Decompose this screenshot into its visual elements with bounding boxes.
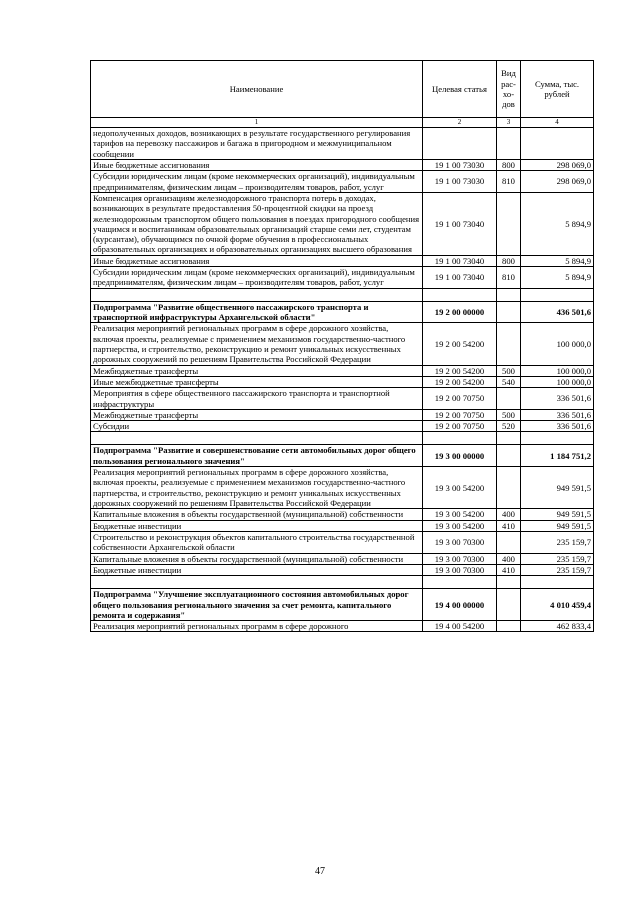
table-row [91, 267, 594, 289]
subprogram-row [91, 589, 594, 621]
row-sum: 235 159,7 [521, 531, 594, 553]
row-code: 19 3 00 54200 [423, 467, 497, 509]
subprogram-row [91, 445, 594, 467]
row-name: Межбюджетные трансферты [91, 365, 423, 376]
row-code: 19 1 00 73040 [423, 267, 497, 289]
header-name: Наименование [91, 61, 423, 118]
row-vr: 500 [497, 409, 521, 420]
row-code: 19 2 00 70750 [423, 388, 497, 410]
row-vr [497, 589, 521, 621]
header-sum: Сумма, тыс. рублей [521, 61, 594, 118]
row-code: 19 2 00 70750 [423, 409, 497, 420]
row-vr: 410 [497, 564, 521, 575]
row-vr [497, 445, 521, 467]
row-code: 19 3 00 00000 [423, 445, 497, 467]
row-sum: 4 010 459,4 [521, 589, 594, 621]
row-name: Подпрограмма "Улучшение эксплуатационного состояния автомобильных дорог общего пользования регионального значения за счет ремонта, капитального ремонта и содержания" [91, 589, 423, 621]
table-row [91, 520, 594, 531]
row-vr: 400 [497, 509, 521, 520]
row-code: 19 2 00 00000 [423, 301, 497, 323]
col-num-2: 2 [423, 118, 497, 128]
row-code: 19 4 00 54200 [423, 621, 497, 632]
row-vr: 500 [497, 365, 521, 376]
row-sum: 235 159,7 [521, 564, 594, 575]
table-row [91, 376, 594, 387]
row-vr: 540 [497, 376, 521, 387]
row-sum: 436 501,6 [521, 301, 594, 323]
row-code: 19 3 00 70300 [423, 553, 497, 564]
row-name: Реализация мероприятий региональных программ в сфере дорожного хозяйства, включая проекты, реализуемые с применением механизмов государственно-частного партнерства, и строительство, реконструкцию и ремонт уникальных искусственных дорожных сооружений по решениям Правительства Российской Федерации [91, 467, 423, 509]
row-name: недополученных доходов, возникающих в результате государственного регулирования тарифов на перевозку пассажиров и багажа в пригородном и межмуниципальном сообщении [91, 128, 423, 160]
row-vr: 810 [497, 267, 521, 289]
row-code: 19 1 00 73030 [423, 159, 497, 170]
table-row [91, 621, 594, 632]
row-code: 19 2 00 54200 [423, 323, 497, 365]
row-name: Субсидии юридическим лицам (кроме некоммерческих организаций), индивидуальным предпринимателям, физическим лицам – производителям товаров, работ, услуг [91, 267, 423, 289]
row-sum: 949 591,5 [521, 509, 594, 520]
table-row [91, 323, 594, 365]
spacer-row [91, 432, 594, 445]
spacer-row [91, 288, 594, 301]
table-row [91, 509, 594, 520]
row-code [423, 128, 497, 160]
row-vr: 810 [497, 171, 521, 193]
spacer-row [91, 576, 594, 589]
row-sum: 100 000,0 [521, 376, 594, 387]
row-sum [521, 128, 594, 160]
header-code: Целевая статья [423, 61, 497, 118]
row-name: Реализация мероприятий региональных программ в сфере дорожного [91, 621, 423, 632]
row-vr [497, 301, 521, 323]
table-row [91, 409, 594, 420]
table-row [91, 192, 594, 255]
table-row [91, 159, 594, 170]
row-name: Компенсация организациям железнодорожного транспорта потерь в доходах, возникающих в результате предоставления 50-процентной скидки на проезд железнодорожным транспортом общего пользования в поездах пригородного сообщения учащимся и воспитанникам образовательных организаций старше семи лет, студентам (курсантам), обучающимся по очной форме обучения в профессиональных образовательных организациях и образовательных организациях высшего образования [91, 192, 423, 255]
table-row [91, 564, 594, 575]
row-name: Мероприятия в сфере общественного пассажирского транспорта и транспортной инфраструктуры [91, 388, 423, 410]
table-row [91, 255, 594, 266]
row-name: Подпрограмма "Развитие и совершенствование сети автомобильных дорог общего пользования регионального значения" [91, 445, 423, 467]
header-vr: Вид рас-хо-дов [497, 61, 521, 118]
table-row [91, 365, 594, 376]
col-num-3: 3 [497, 118, 521, 128]
row-name: Иные бюджетные ассигнования [91, 159, 423, 170]
budget-table [90, 60, 594, 632]
row-code: 19 3 00 54200 [423, 509, 497, 520]
row-code: 19 2 00 54200 [423, 365, 497, 376]
row-sum: 1 184 751,2 [521, 445, 594, 467]
table-header [91, 61, 594, 118]
col-num-1: 1 [91, 118, 423, 128]
table-row [91, 531, 594, 553]
row-sum: 298 069,0 [521, 171, 594, 193]
column-numbers [91, 118, 594, 128]
row-vr: 410 [497, 520, 521, 531]
row-sum: 298 069,0 [521, 159, 594, 170]
row-sum: 100 000,0 [521, 323, 594, 365]
row-vr [497, 128, 521, 160]
row-code: 19 1 00 73040 [423, 255, 497, 266]
row-vr: 800 [497, 255, 521, 266]
subprogram-row [91, 301, 594, 323]
row-sum: 100 000,0 [521, 365, 594, 376]
row-sum: 5 894,9 [521, 192, 594, 255]
row-sum: 5 894,9 [521, 267, 594, 289]
row-name: Субсидии юридическим лицам (кроме некоммерческих организаций), индивидуальным предпринимателям, физическим лицам – производителям товаров, работ, услуг [91, 171, 423, 193]
row-sum: 462 833,4 [521, 621, 594, 632]
row-code: 19 3 00 54200 [423, 520, 497, 531]
row-vr [497, 192, 521, 255]
row-name: Субсидии [91, 421, 423, 432]
row-code: 19 3 00 70300 [423, 564, 497, 575]
row-name: Капитальные вложения в объекты государственной (муниципальной) собственности [91, 553, 423, 564]
table-row [91, 467, 594, 509]
table-row [91, 388, 594, 410]
row-sum: 5 894,9 [521, 255, 594, 266]
row-vr [497, 323, 521, 365]
row-vr [497, 621, 521, 632]
row-vr: 400 [497, 553, 521, 564]
row-code: 19 2 00 70750 [423, 421, 497, 432]
row-code: 19 1 00 73040 [423, 192, 497, 255]
row-vr [497, 467, 521, 509]
row-sum: 949 591,5 [521, 467, 594, 509]
row-sum: 949 591,5 [521, 520, 594, 531]
row-code: 19 4 00 00000 [423, 589, 497, 621]
row-name: Строительство и реконструкция объектов капитального строительства государственной собственности Архангельской области [91, 531, 423, 553]
row-vr: 520 [497, 421, 521, 432]
row-name: Подпрограмма "Развитие общественного пассажирского транспорта и транспортной инфраструктуры Архангельской области" [91, 301, 423, 323]
row-code: 19 1 00 73030 [423, 171, 497, 193]
row-vr [497, 531, 521, 553]
table-row [91, 553, 594, 564]
row-sum: 336 501,6 [521, 388, 594, 410]
table-row [91, 171, 594, 193]
col-num-4: 4 [521, 118, 594, 128]
page-number: 47 [315, 866, 325, 877]
table-row [91, 421, 594, 432]
row-code: 19 3 00 70300 [423, 531, 497, 553]
row-sum: 336 501,6 [521, 409, 594, 420]
row-name: Межбюджетные трансферты [91, 409, 423, 420]
row-name: Бюджетные инвестиции [91, 520, 423, 531]
row-name: Иные бюджетные ассигнования [91, 255, 423, 266]
row-name: Бюджетные инвестиции [91, 564, 423, 575]
row-name: Капитальные вложения в объекты государственной (муниципальной) собственности [91, 509, 423, 520]
row-name: Иные межбюджетные трансферты [91, 376, 423, 387]
table-row [91, 128, 594, 160]
row-name: Реализация мероприятий региональных программ в сфере дорожного хозяйства, включая проекты, реализуемые с применением механизмов государственно-частного партнерства, и строительство, реконструкцию и ремонт уникальных искусственных дорожных сооружений по решениям Правительства Российской Федерации [91, 323, 423, 365]
row-vr: 800 [497, 159, 521, 170]
row-sum: 336 501,6 [521, 421, 594, 432]
row-vr [497, 388, 521, 410]
row-sum: 235 159,7 [521, 553, 594, 564]
row-code: 19 2 00 54200 [423, 376, 497, 387]
